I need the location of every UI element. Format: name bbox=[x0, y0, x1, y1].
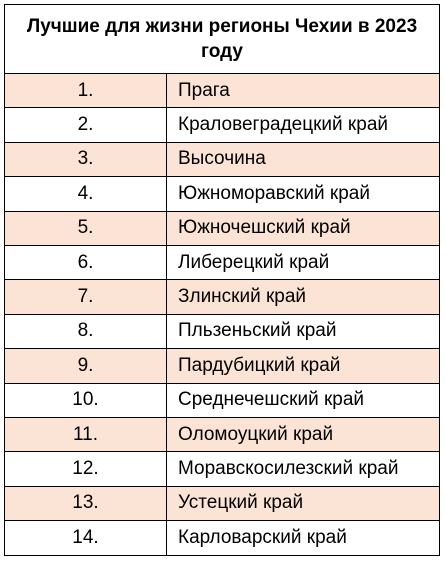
region-cell: Карловарский край bbox=[178, 527, 347, 549]
rank-cell: 13. bbox=[5, 487, 167, 520]
region-cell: Краловеградецкий край bbox=[178, 114, 388, 136]
rank-cell: 11. bbox=[5, 418, 167, 451]
region-cell: Либерецкий край bbox=[178, 251, 330, 273]
table-row bbox=[5, 349, 439, 383]
table-row bbox=[5, 74, 439, 108]
region-cell: Злинский край bbox=[178, 286, 307, 308]
region-cell: Среднечешский край bbox=[178, 389, 365, 411]
table-row bbox=[5, 212, 439, 246]
region-cell: Пльзеньский край bbox=[178, 320, 337, 342]
table-title: Лучшие для жизни регионы Чехии в 2023 году bbox=[5, 5, 439, 74]
region-cell: Оломоуцкий край bbox=[178, 423, 334, 445]
rank-cell: 8. bbox=[5, 315, 167, 348]
rank-cell: 12. bbox=[5, 452, 167, 485]
table-row bbox=[5, 487, 439, 521]
table-row bbox=[5, 280, 439, 314]
rank-cell: 6. bbox=[5, 246, 167, 279]
table-row bbox=[5, 246, 439, 280]
rank-cell: 5. bbox=[5, 212, 167, 245]
rank-cell: 7. bbox=[5, 280, 167, 313]
table-row bbox=[5, 418, 439, 452]
regions-table bbox=[4, 4, 440, 556]
region-cell: Моравскосилезский край bbox=[178, 457, 399, 479]
table-row bbox=[5, 177, 439, 211]
region-cell: Высочина bbox=[178, 148, 266, 170]
table-row bbox=[5, 521, 439, 555]
table-row bbox=[5, 143, 439, 177]
rank-cell: 4. bbox=[5, 177, 167, 210]
rank-cell: 14. bbox=[5, 521, 167, 555]
region-cell: Южноморавский край bbox=[178, 182, 370, 204]
rank-cell: 2. bbox=[5, 108, 167, 141]
region-cell: Прага bbox=[178, 79, 230, 101]
table-row bbox=[5, 384, 439, 418]
table-row bbox=[5, 315, 439, 349]
region-cell: Устецкий край bbox=[178, 492, 304, 514]
rank-cell: 9. bbox=[5, 349, 167, 382]
rank-cell: 1. bbox=[5, 74, 167, 107]
table-row bbox=[5, 108, 439, 142]
rank-cell: 10. bbox=[5, 384, 167, 417]
region-cell: Пардубицкий край bbox=[178, 354, 341, 376]
rank-cell: 3. bbox=[5, 143, 167, 176]
table-row bbox=[5, 452, 439, 486]
region-cell: Южночешский край bbox=[178, 217, 351, 239]
